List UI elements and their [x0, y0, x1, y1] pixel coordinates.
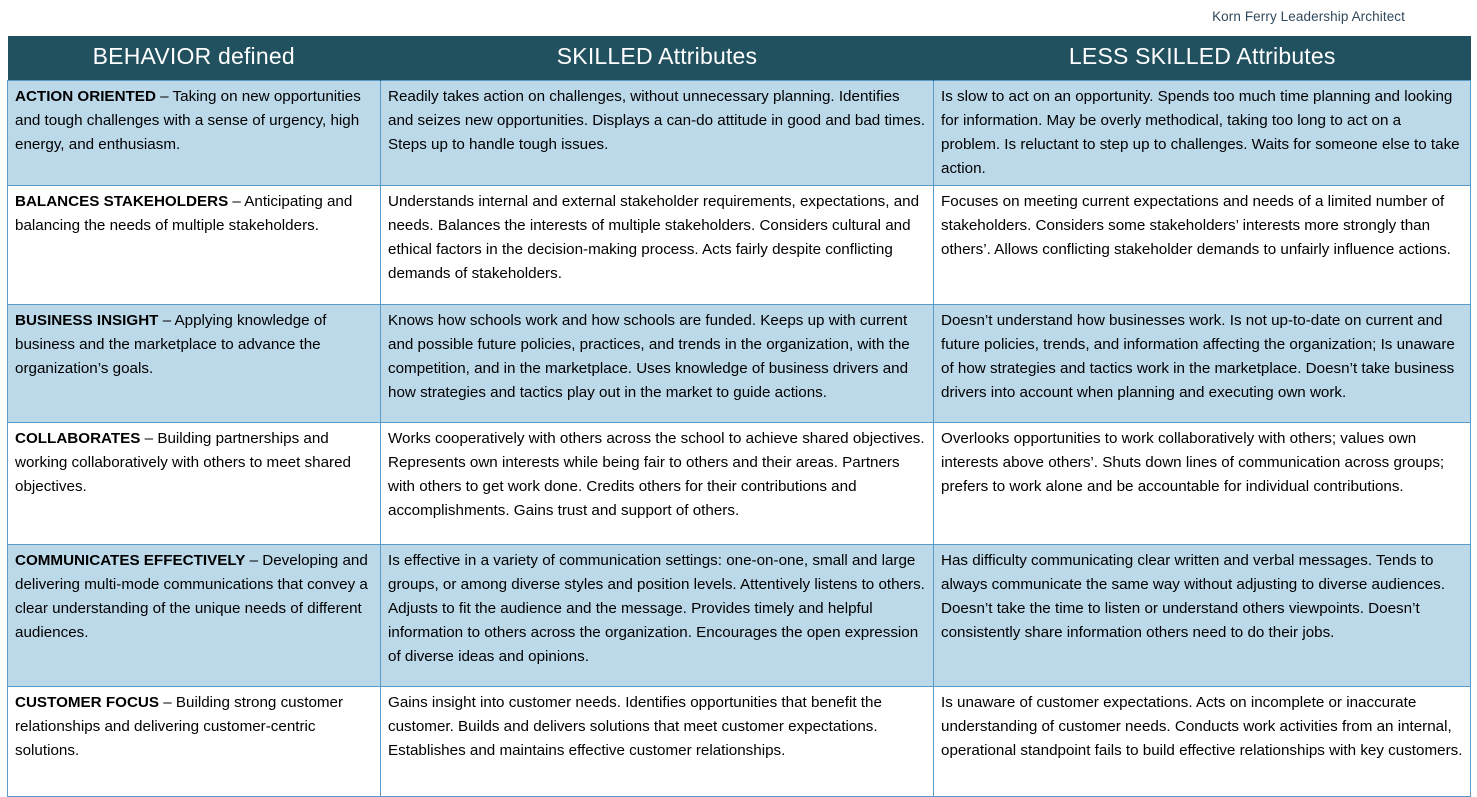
cell-behavior	[8, 687, 381, 797]
behavior-description: – Developing and delivering multi-mode communications that convey a clear understanding of the unique needs of different audiences.	[15, 552, 368, 642]
table-row	[8, 81, 1471, 186]
cell-behavior	[8, 305, 381, 423]
column-header-skilled: SKILLED Attributes	[381, 36, 934, 81]
cell-less-skilled: Doesn’t understand how businesses work. Is not up-to-date on current and future policies, trends, and information affecting the organization; Is unaware of how strategies and tactics work in the marketplace. Doesn’t take business drivers into account when planning and executing own work.	[934, 305, 1471, 423]
cell-less-skilled: Focuses on meeting current expectations and needs of a limited number of stakeholders. Considers some stakeholders’ interests more strongly than others’. Allows conflicting stakeholder demands to unfairly influence actions.	[934, 186, 1471, 305]
behavior-description: – Building partnerships and working collaboratively with others to meet shared objectives.	[15, 430, 351, 496]
cell-skilled: Is effective in a variety of communication settings: one-on-one, small and large groups, or among diverse styles and position levels. Attentively listens to others. Adjusts to fit the audience and the message. Provides timely and helpful information to others across the organization. Encourages the open expression of diverse ideas and opinions.	[381, 545, 934, 687]
behavior-description: – Taking on new opportunities and tough challenges with a sense of urgency, high energy, and enthusiasm.	[15, 88, 361, 153]
column-header-less-skilled: LESS SKILLED Attributes	[934, 36, 1471, 81]
behavior-term: BALANCES STAKEHOLDERS	[15, 193, 229, 211]
behavior-term: CUSTOMER FOCUS	[15, 694, 160, 712]
cell-behavior	[8, 545, 381, 687]
competency-table-container	[7, 36, 1470, 797]
behavior-description: – Anticipating and balancing the needs of multiple stakeholders.	[15, 193, 353, 235]
cell-skilled: Understands internal and external stakeholder requirements, expectations, and needs. Balances the interests of multiple stakeholders. Considers cultural and ethical factors in the decision-making process. Acts fairly despite conflicting demands of stakeholders.	[381, 186, 934, 305]
cell-behavior	[8, 81, 381, 186]
cell-skilled: Readily takes action on challenges, without unnecessary planning. Identifies and seizes new opportunities. Displays a can-do attitude in good and bad times. Steps up to handle tough issues.	[381, 81, 934, 186]
cell-less-skilled: Overlooks opportunities to work collaboratively with others; values own interests above others’. Shuts down lines of communication across groups; prefers to work alone and be accountable for individual contributions.	[934, 423, 1471, 545]
cell-behavior	[8, 423, 381, 545]
cell-skilled: Works cooperatively with others across the school to achieve shared objectives. Represents own interests while being fair to others and their areas. Partners with others to get work done. Credits others for their contributions and accomplishments. Gains trust and support of others.	[381, 423, 934, 545]
cell-less-skilled: Is unaware of customer expectations. Acts on incomplete or inaccurate understanding of customer needs. Conducts work activities from an internal, operational standpoint fails to build effective relationships with key customers.	[934, 687, 1471, 797]
table-row	[8, 687, 1471, 797]
table-row	[8, 186, 1471, 305]
behavior-term: ACTION ORIENTED	[15, 88, 156, 105]
table-header	[8, 36, 1471, 81]
cell-behavior	[8, 186, 381, 305]
table-row	[8, 305, 1471, 423]
cell-less-skilled: Has difficulty communicating clear written and verbal messages. Tends to always communicate the same way without adjusting to diverse audiences. Doesn’t take the time to listen or understand others viewpoints. Doesn’t consistently share information others need to do their jobs.	[934, 545, 1471, 687]
competency-matrix-table	[7, 36, 1471, 797]
column-header-behavior: BEHAVIOR defined	[8, 36, 381, 81]
brand-title: Korn Ferry Leadership Architect	[1212, 9, 1405, 24]
cell-skilled: Knows how schools work and how schools are funded. Keeps up with current and possible future policies, practices, and trends in the organization, with the competition, and in the marketplace. Uses knowledge of business drivers and how strategies and tactics play out in the market to guide actions.	[381, 305, 934, 423]
behavior-description: – Applying knowledge of business and the marketplace to advance the organization’s goals.	[15, 312, 327, 378]
behavior-description: – Building strong customer relationships and delivering customer-centric solutions.	[15, 694, 344, 760]
behavior-term: COLLABORATES	[15, 430, 141, 448]
cell-less-skilled: Is slow to act on an opportunity. Spends too much time planning and looking for information. May be overly methodical, taking too long to act on a problem. Is reluctant to step up to challenges. Waits for someone else to take action.	[934, 81, 1471, 186]
table-header-row	[8, 36, 1471, 81]
behavior-term: BUSINESS INSIGHT	[15, 312, 159, 330]
table-row	[8, 545, 1471, 687]
cell-skilled: Gains insight into customer needs. Identifies opportunities that benefit the customer. Builds and delivers solutions that meet customer expectations. Establishes and maintains effective customer relationships.	[381, 687, 934, 797]
brand-bar	[0, 0, 1477, 33]
table-body	[8, 81, 1471, 797]
table-row	[8, 423, 1471, 545]
behavior-term: COMMUNICATES EFFECTIVELY	[15, 552, 246, 570]
